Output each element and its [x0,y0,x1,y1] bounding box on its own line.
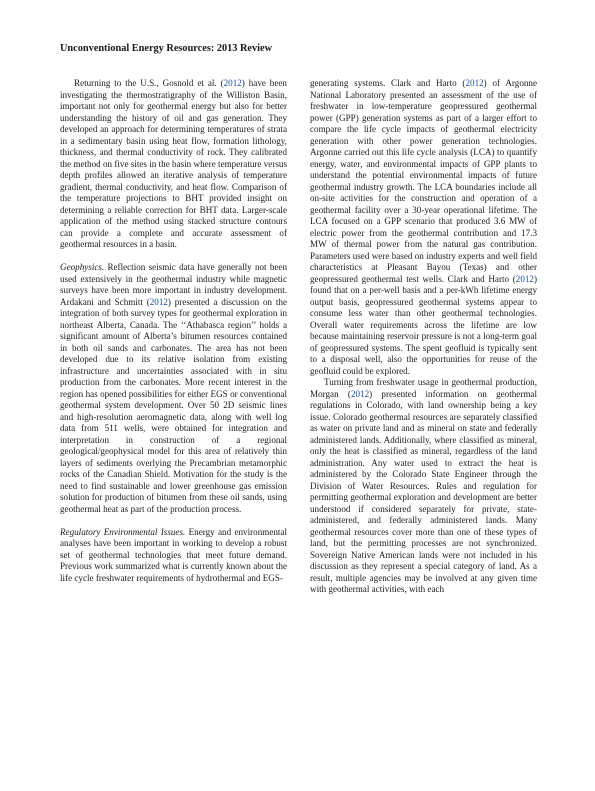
citation-link[interactable]: 2012 [350,388,370,399]
paragraph-regulatory: Regulatory Environmental Issues. Energy and environmental analyses have been important in working to develop a robust set of geothermal technologies that meet future demand. Previous work summarized what is currently known about the life cycle freshwater requirements of hydrothermal and EGS- [60,526,287,583]
citation-link[interactable]: 2012 [149,296,168,307]
paragraph-lca-geopressured: generating systems. Clark and Harto (2012) of Argonne National Laboratory presented an assessment of the use of freshwater in low-temperature geopressured geothermal power (GPP) generation systems as part of a larger effort to compare the life cycle impacts of geothermal electricity generation with other power generation technologies. Argonne carried out this life cycle analysis (LCA) to quantify energy, water, and environmental impacts of GPP plants to understand the potential environmental impacts of future geothermal industry growth. The LCA boundaries include all on-site activities for the construction and operation of a geothermal facility over a 30-year operational lifetime. The LCA focused on a GPP scenario that produced 3.6 MW of electric power from the geothermal contribution and 17.3 MW of thermal power from the natural gas contribution. Parameters used were based on industry experts and well field characteristics at Pleasant Bayou (Texas) and other geopressured geothermal test wells. Clark and Harto (2012) found that on a per-well basis and a per-kWh lifetime energy output basis, geopressured geothermal systems appear to consume less water than other geothermal technologies. Overall water requirements across the lifetime are low because maintaining reservoir pressure is not a long-term goal of geopressured systems. The spent geofluid is typically sent to a disposal well, also the opportunities for reuse of the geofluid could be explored. [310,78,537,376]
section-lead-geophysics: Geophysics. [60,262,105,272]
paragraph-colorado-regulations: Turning from freshwater usage in geothermal production, Morgan (2012) presented information on geothermal regulations in Colorado, with land ownership being a key issue. Colorado geothermal resources are separately classified as water on private land and as mineral on state and federally administered lands. Additionally, where classified as mineral, only the heat is classified as mineral, regardless of the land administration. Any water used to extract the heat is administered by the Colorado State Engineer through the Division of Water Resources. Rules and regulation for permitting geothermal exploration and development are better understood if considered separately for private, state-administered, and federally administered lands. Many geothermal resources cover more than one of these types of land, but the permitting processes are not synchronized. Sovereign Native American lands were not included in his discussion as they represent a special category of land. As a result, multiple agencies may be involved at any given time with geothermal activities, with each [310,377,537,594]
running-head: Unconventional Energy Resources: 2013 Review [60,43,273,54]
left-column [60,78,287,584]
section-lead-regulatory: Regulatory Environmental Issues. [60,526,186,537]
paragraph-geophysics: Geophysics. Reflection seismic data have generally not been used extensively in the geothermal industry while magnetic surveys have been more important in industry development. Ardakani and Schmitt (2012) presented a discussion on the integration of both survey types for geothermal exploration in northeast Alberta, Canada. The ‘‘Athabasca region’’ holds a significant amount of Alberta’s bitumen resources contained in both oil sands and carbonates. The area has not been developed due to its relative isolation from existing infrastructure and uncertainties associated with in situ production from the carbonates. More recent interest in the region has opened possibilities for either EGS or conventional geothermal system development. Over 50 2D seismic lines and high-resolution aeromagnetic data, along with well log data from 511 wells, were obtained for integration and interpretation in construction of a regional geological/geophysical model for this area of relatively thin layers of sediments overlying the Precambrian metamorphic rocks of the Canadian Shield. Motivation for the study is the need to find sustainable and lower greenhouse gas emission solution for production of bitumen from these oil sands, using geothermal heat as part of the production process. [60,262,287,514]
citation-link[interactable]: 2012 [515,273,534,284]
citation-link[interactable]: 2012 [465,78,484,88]
right-column [310,78,537,596]
paragraph-williston-basin: Returning to the U.S., Gosnold et al. (2012) have been investigating the thermostratigraphy of the Williston Basin, important not only for geothermal energy but also for better understanding the history of oil and gas generation. They developed an approach for determining temperatures of strata in a sedimentary basin using heat flow, formation lithology, thickness, and thermal conductivity of rock. They calibrated the method on five sites in the basin where temperature versus depth profiles allowed an iterative analysis of temperature gradient, thermal conductivity, and heat flow. Comparison of the temperature projections to BHT provided insight on determining a reliable correction for BHT data. Larger-scale application of the method using stacked structure contours can provide a complete and accurate assessment of geothermal resources in a basin. [60,78,287,249]
citation-link[interactable]: 2012 [223,78,242,88]
